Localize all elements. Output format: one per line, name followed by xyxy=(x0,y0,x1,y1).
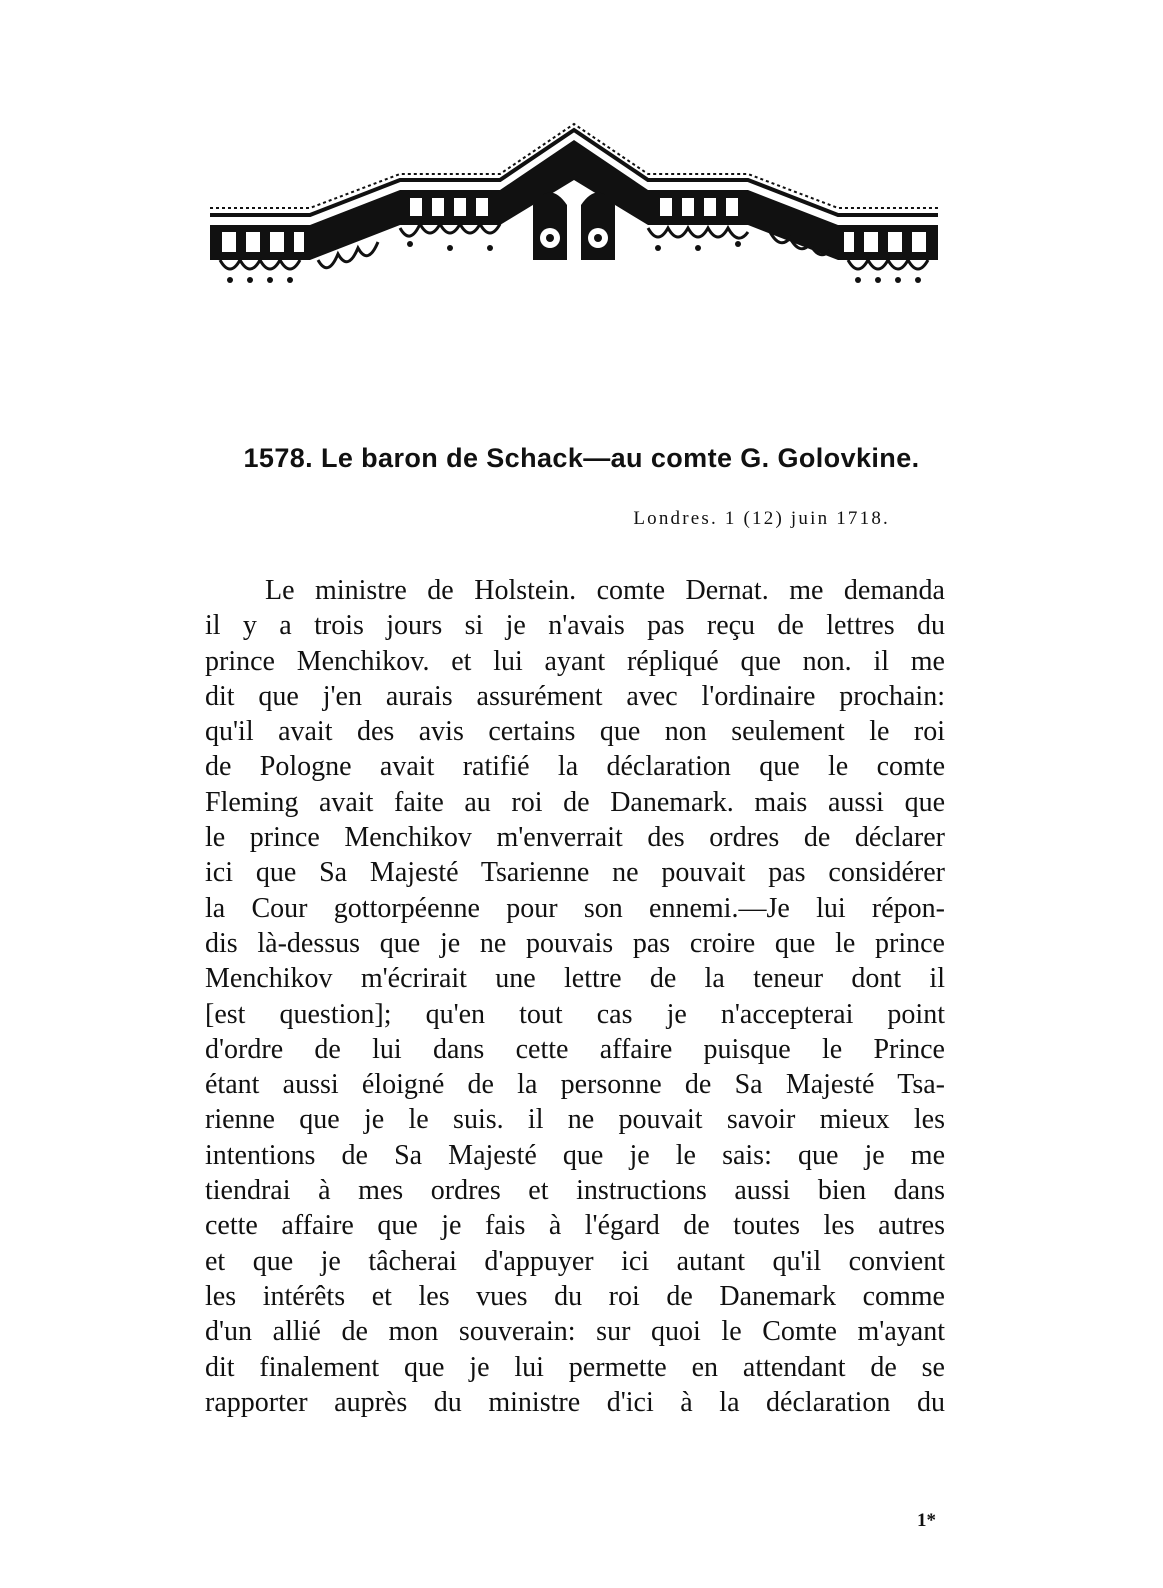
body-line: tiendrai à mes ordres et instructions aussi bien dans xyxy=(205,1175,945,1207)
body-line: le prince Menchikov m'enverrait des ordres de déclarer xyxy=(205,822,945,854)
headpiece-graphic xyxy=(200,120,948,310)
letter-body xyxy=(205,573,945,1420)
body-line: prince Menchikov. et lui ayant répliqué que non. il me xyxy=(205,645,945,677)
body-line: étant aussi éloigné de la personne de Sa Majesté Tsa- xyxy=(205,1069,945,1101)
letter-heading: 1578. Le baron de Schack—au comte G. Golovkine. xyxy=(243,443,920,473)
body-line: Menchikov m'écrirait une lettre de la teneur dont il xyxy=(205,963,945,995)
body-line: d'un allié de mon souverain: sur quoi le Comte m'ayant xyxy=(205,1316,945,1348)
body-line: les intérêts et les vues du roi de Danemark comme xyxy=(205,1280,945,1312)
place-date-line: Londres. 1 (12) juin 1718. xyxy=(633,508,890,529)
body-line: dit finalement que je lui permette en attendant de se xyxy=(205,1351,945,1383)
body-line: d'ordre de lui dans cette affaire puisque le Prince xyxy=(205,1033,945,1065)
body-line: la Cour gottorpéenne pour son ennemi.—Je lui répon- xyxy=(205,892,945,924)
page-number: 1* xyxy=(917,1510,936,1531)
decorative-headpiece-ornament xyxy=(200,120,948,310)
body-line: [est question]; qu'en tout cas je n'accepterai point xyxy=(205,998,945,1030)
body-line: cette affaire que je fais à l'égard de toutes les autres xyxy=(205,1210,945,1242)
body-line: Le ministre de Holstein. comte Dernat. me demanda xyxy=(265,575,945,606)
body-line: il y a trois jours si je n'avais pas reçu de lettres du xyxy=(205,610,945,642)
body-line: de Pologne avait ratifié la déclaration que le comte xyxy=(205,751,945,783)
body-line: rapporter auprès du ministre d'ici à la déclaration du xyxy=(205,1386,945,1418)
body-line: qu'il avait des avis certains que non seulement le roi xyxy=(205,716,945,748)
body-line: intentions de Sa Majesté que je le sais: que je me xyxy=(205,1139,945,1171)
body-line: ici que Sa Majesté Tsarienne ne pouvait pas considérer xyxy=(205,857,945,889)
body-line: et que je tâcherai d'appuyer ici autant qu'il convient xyxy=(205,1245,945,1277)
body-line: dit que j'en aurais assurément avec l'ordinaire prochain: xyxy=(205,680,945,712)
body-line: dis là-dessus que je ne pouvais pas croire que le prince xyxy=(205,927,945,959)
body-line: Fleming avait faite au roi de Danemark. mais aussi que xyxy=(205,786,945,818)
body-line: rienne que je le suis. il ne pouvait savoir mieux les xyxy=(205,1104,945,1136)
